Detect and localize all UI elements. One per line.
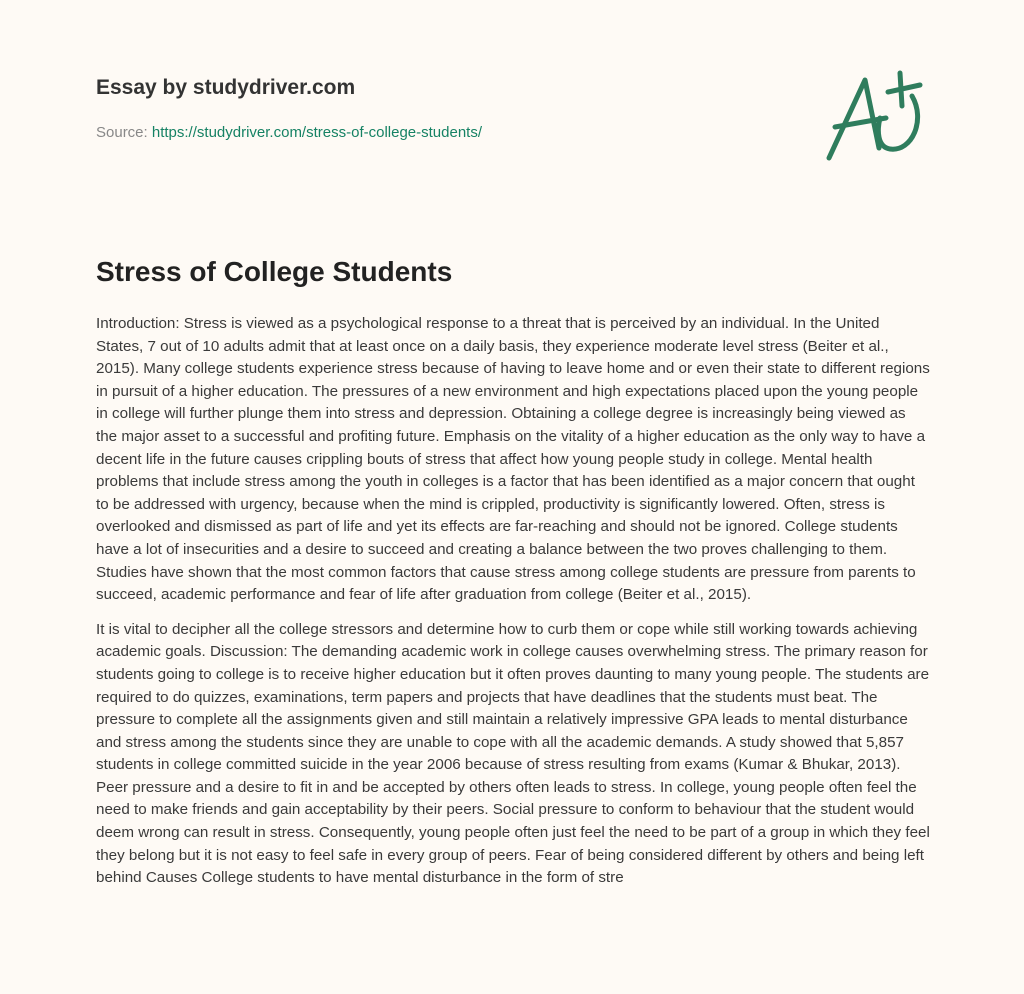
source-line	[96, 124, 482, 141]
essay-body	[96, 313, 930, 902]
site-title: Essay by studydriver.com	[96, 76, 356, 99]
a-plus-logo-icon	[815, 60, 935, 170]
paragraph: Introduction: Stress is viewed as a psychological response to a threat that is perceived by an individual. In the United States, 7 out of 10 adults admit that at least once on a daily basis, they experience moderate level stress (Beiter et al., 2015). Many college students experience stress because of having to leave home and or even their state to different regions in pursuit of a higher education. The pressures of a new environment and high expectations placed upon the young people in college will further plunge them into stress and depression. Obtaining a college degree is increasingly being viewed as the major asset to a successful and profiting future. Emphasis on the vitality of a higher education as the only way to have a decent life in the future causes crippling bouts of stress that affect how young people study in college. Mental health problems that include stress among the youth in colleges is a factor that has been identified as a major concern that ought to be addressed with urgency, because when the mind is crippled, productivity is significantly lowered. Often, stress is overlooked and dismissed as part of life and yet its effects are far-reaching and should not be ignored. College students have a lot of insecurities and a desire to succeed and creating a balance between the two proves challenging to them. Studies have shown that the most common factors that cause stress among college students are pressure from parents to succeed, academic performance and fear of life after graduation from college (Beiter et al., 2015).	[96, 315, 930, 604]
source-link[interactable]: https://studydriver.com/stress-of-college-students/	[151, 124, 483, 141]
essay-title: Stress of College Students	[96, 256, 453, 287]
paragraph: It is vital to decipher all the college stressors and determine how to curb them or cope while still working towards achieving academic goals. Discussion: The demanding academic work in college causes overwhelming stress. The primary reason for students going to college is to receive higher education but it often proves daunting to many young people. The students are required to do quizzes, examinations, term papers and projects that have deadlines that the students must beat. The pressure to complete all the assignments given and still maintain a relatively impressive GPA leads to mental disturbance and stress among the students since they are unable to cope with all the academic demands. A study showed that 5,857 students in college committed suicide in the year 2006 because of stress resulting from exams (Kumar & Bhukar, 2013). Peer pressure and a desire to fit in and be accepted by others often leads to stress. In college, young people often feel the need to make friends and gain acceptability by their peers. Social pressure to conform to behaviour that the student would deem wrong can result in stress. Consequently, young people often just feel the need to be part of a group in which they feel they belong but it is not easy to feel safe in every group of peers. Fear of being considered different by others and being left behind Causes College students to have mental disturbance in the form of stre	[96, 620, 930, 887]
source-label: Source:	[96, 124, 148, 141]
